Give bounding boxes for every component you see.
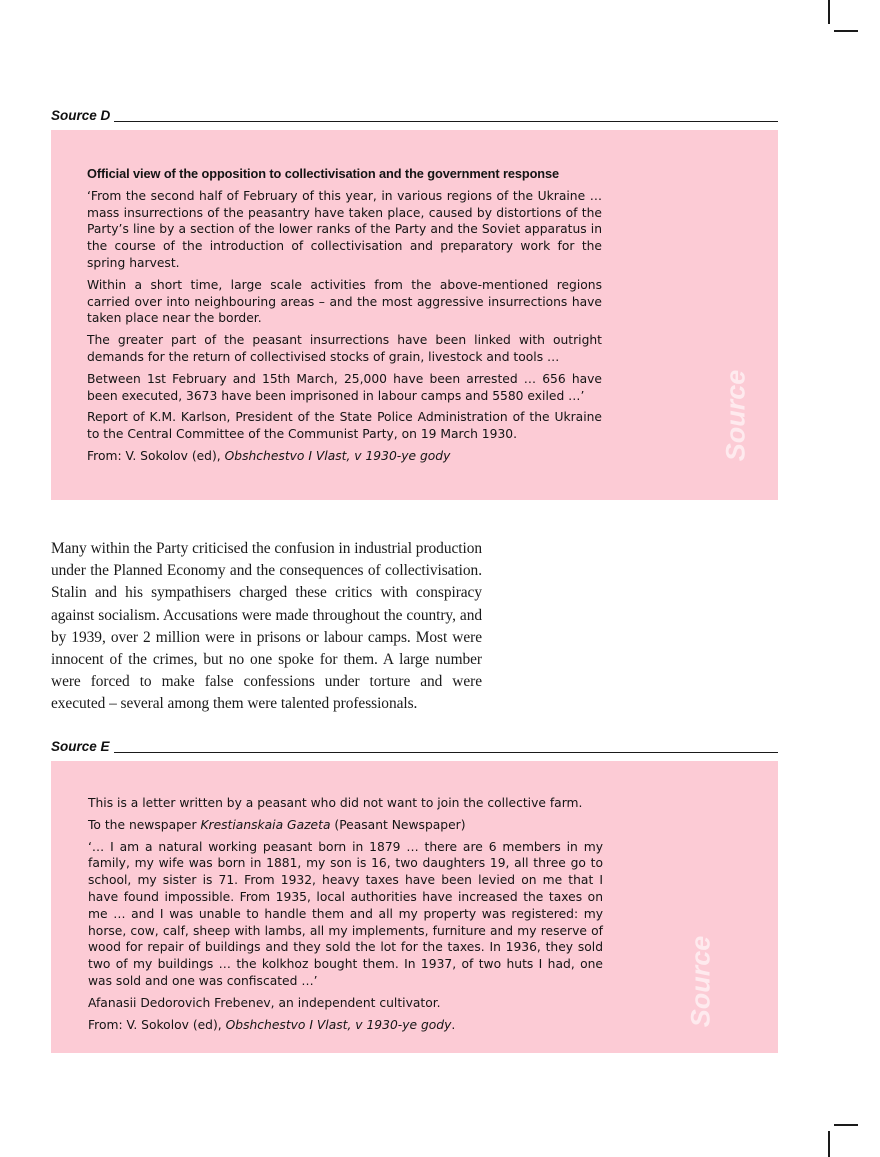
addressee-prefix: To the newspaper <box>88 817 201 832</box>
heading-rule <box>114 752 778 753</box>
source-e-heading <box>51 737 778 755</box>
source-e-box <box>51 761 778 1053</box>
citation-title: Obshchestvo I Vlast, v 1930-ye gody <box>225 1017 452 1032</box>
citation-prefix: From: V. Sokolov (ed), <box>88 1017 226 1032</box>
source-d-paragraph: ‘From the second half of February of this year, in various regions of the Ukraine … mass insurrections of the peasantry have taken place, caused by distortions of the Party’s line by a section of the lower ranks of the Party and the Soviet apparatus in the course of the introduction of collectivisation and preparatory work for the spring harvest. <box>87 188 602 270</box>
body-paragraph: Many within the Party criticised the confusion in industrial production under the Planned Economy and the consequences of collectivisation. Stalin and his sympathisers charged these critics with conspiracy against socialism. Accusations were made throughout the country, and by 1939, over 2 million were in prisons or labour camps. Most were innocent of the crimes, but no one spoke for them. A large number were forced to make false confessions under torture and were executed – several among them were talented professionals. <box>51 540 482 713</box>
newspaper-name: Krestianskaia Gazeta <box>200 817 331 832</box>
source-d-citation <box>87 448 602 465</box>
source-d-attribution: Report of K.M. Karlson, President of the State Police Administration of the Ukraine to the Central Committee of the Communist Party, on 19 March 1930. <box>87 410 602 442</box>
citation-prefix: From: V. Sokolov (ed), <box>87 448 225 463</box>
source-d-title: Official view of the opposition to collectivisation and the government response <box>87 166 560 181</box>
source-d-paragraph: The greater part of the peasant insurrections have been linked with outright demands for the return of collectivised stocks of grain, livestock and tools … <box>87 333 602 364</box>
source-watermark: Source <box>720 369 751 462</box>
source-d-heading <box>51 106 778 124</box>
crop-mark <box>834 30 858 32</box>
source-d-label: Source D <box>51 108 111 123</box>
source-e-addressee <box>88 817 603 834</box>
source-e-letter: ‘… I am a natural working peasant born in 1879 … there are 6 members in my family, my wife was born in 1881, my son is 16, two daughters 19, all three go to school, my sister is 71. From 1932, heavy taxes have been levied on me that I have found impossible. From 1935, local authorities have increased the taxes on me … and I was unable to handle them and all my property was registered: my horse, cow, calf, sheep with lambs, all my implements, furniture and my reserve of wood for repair of buildings and they sold the lot for the taxes. In 1936, they sold two of my buildings … the kolkhoz bought them. In 1937, of two huts I had, one was sold and one was confiscated …’ <box>88 839 603 988</box>
source-d-paragraph: Between 1st February and 15th March, 25,000 have been arrested … 656 have been executed, 3673 have been imprisoned in labour camps and 5580 exiled …’ <box>87 371 602 403</box>
crop-mark <box>834 1124 858 1126</box>
source-e-intro: This is a letter written by a peasant who did not want to join the collective farm. <box>88 796 583 810</box>
source-d-text <box>87 166 602 465</box>
citation-title: Obshchestvo I Vlast, v 1930-ye gody <box>224 448 451 463</box>
source-d-box <box>51 130 778 500</box>
source-e-text <box>88 795 603 1033</box>
source-d-paragraph: Within a short time, large scale activities from the above-mentioned regions carried over into neighbouring areas – and the most aggressive insurrections have taken place near the border. <box>87 277 602 326</box>
source-e-citation <box>88 1017 603 1034</box>
source-e-label: Source E <box>51 739 110 754</box>
crop-mark <box>828 0 830 24</box>
heading-rule <box>114 121 778 122</box>
citation-suffix: . <box>451 1017 456 1032</box>
crop-mark <box>828 1131 830 1157</box>
source-e-author: Afanasii Dedorovich Frebenev, an independent cultivator. <box>88 995 441 1010</box>
addressee-suffix: (Peasant Newspaper) <box>330 817 466 832</box>
source-watermark: Source <box>685 935 716 1028</box>
